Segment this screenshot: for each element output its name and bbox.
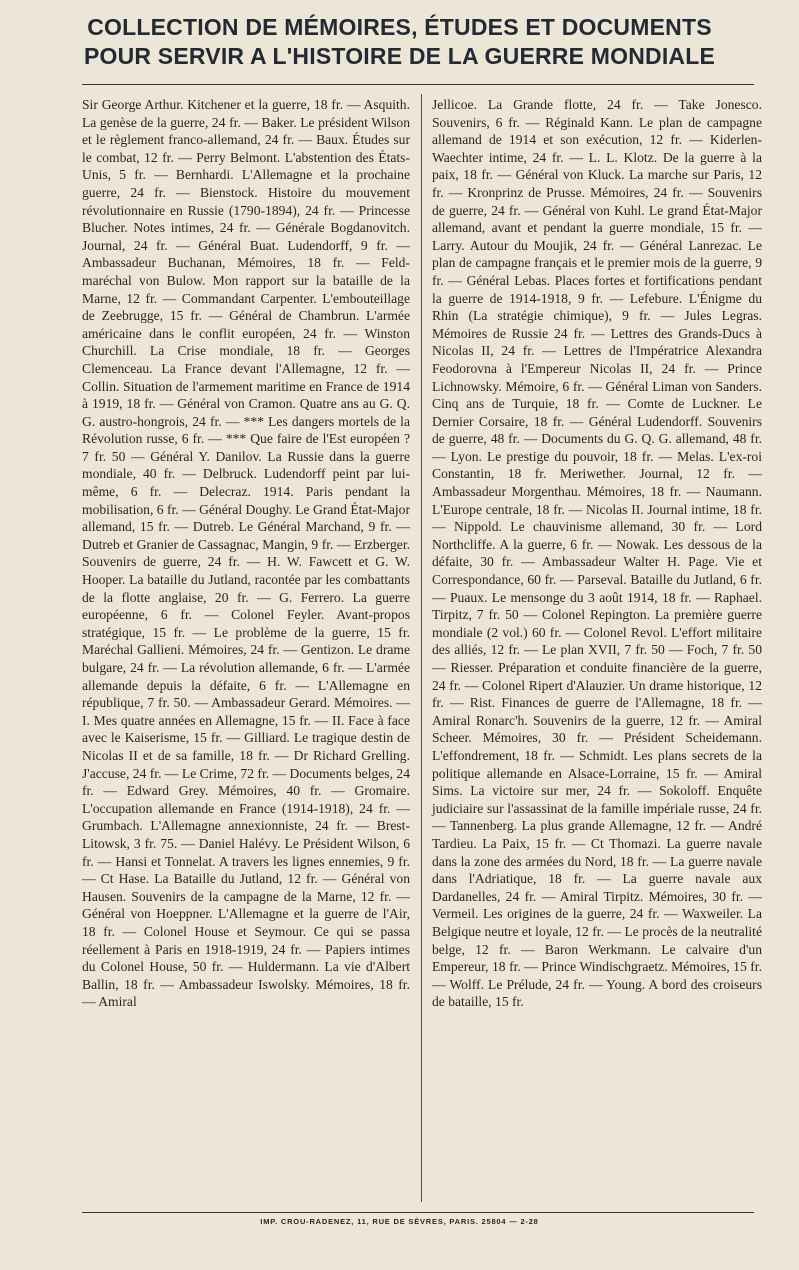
catalog-text-left: Sir George Arthur. Kitchener et la guerre, 18 fr. — Asquith. La genèse de la guerre, 24 fr. — Baker. Le président Wilson et le règlement franco-allemand, 24 fr. — Baux. Études sur le combat, 12 fr. — Perry Belmont. L'abstention des États-Unis, 5 fr. — Bernhardi. L'Allemagne et la prochaine guerre, 24 fr. — Bienstock. Histoire du mouvement révolutionnaire en Russie (1790-1894), 24 fr. — Princesse Blucher. Notes intimes, 24 fr. — Générale Bogdanovitch. Journal, 24 fr. — Général Buat. Ludendorff, 9 fr. — Ambassadeur Buchanan, Mémoires, 18 fr. — Feld-maréchal von Bulow. Mon rapport sur la bataille de la Marne, 12 fr. — Commandant Carpenter. L'embouteillage de Zeebrugge, 15 fr. — Général de Chambrun. L'armée américaine dans le conflit européen, 24 fr. — Winston Churchill. La Crise mondiale, 18 fr. — Georges Clemenceau. La France devant l'Allemagne, 12 fr. — Collin. Situation de l'armement maritime en France de 1914 à 1919, 18 fr. — Général von Cramon. Quatre ans au G. Q. G. austro-hongrois, 24 fr. — *** Les dangers mortels de la Révolution russe, 6 fr. — *** Que faire de l'Est européen ? 7 fr. 50 — Général Y. Danilov. La Russie dans la guerre mondiale, 40 fr. — Delbruck. Ludendorff peint par lui-même, 6 fr. — Delecraz. 1914. Paris pendant la mobilisation, 6 fr. — Général Doughy. Le Grand État-Major allemand, 15 fr. — Dutreb. Le Général Marchand, 9 fr. — Dutreb et Granier de Cassagnac, Mangin, 9 fr. — Erzberger. Souvenirs de guerre, 24 fr. — H. W. Fawcett et G. W. Hooper. La bataille du Jutland, racontée par les combattants de la flotte anglaise, 20 fr. — G. Ferrero. La guerre européenne, 6 fr. — Colonel Feyler. Avant-propos stratégique, 15 fr. — Le problème de la guerre, 15 fr. Maréchal Gallieni. Mémoires, 24 fr. — Gentizon. Le drame bulgare, 24 fr. — La révolution allemande, 6 fr. — L'armée allemande depuis la défaite, 6 fr. — L'Allemagne en république, 7 fr. 50. — Ambassadeur Gerard. Mémoires. — I. Mes quatre années en Allemagne, 15 fr. — II. Face à face avec le Kaiserisme, 15 fr. — Gilliard. Le tragique destin de Nicolas II et de sa famille, 18 fr. — Dr Richard Grelling. J'accuse, 24 fr. — Le Crime, 72 fr. — Documents belges, 24 fr. — Edward Grey. Mémoires, 40 fr. — Gromaire. L'occupation allemande en France (1914-1918), 24 fr. — Grumbach. L'Allemagne annexionniste, 24 fr. — Brest-Litowsk, 3 fr. 75. — Daniel Halévy. Le Président Wilson, 6 fr. — Hansi et Tonnelat. A travers les lignes ennemies, 9 fr. — Ct Hase. La Bataille du Jutland, 12 fr. — Général von Hausen. Souvenirs de la campagne de la Marne, 12 fr. — Général von Hoeppner. L'Allemagne et la guerre de l'Air, 18 fr. — Colonel House et Seymour. Ce qui se passa réellement à Paris en 1918-1919, 24 fr. — Papiers intimes du Colonel House, 50 fr. — Huldermann. La vie d'Albert Ballin, 18 fr. — Ambassadeur Iswolsky. Mémoires, 18 fr. — Amiral: [82, 97, 410, 1010]
collection-title-line-2: POUR SERVIR A L'HISTOIRE DE LA GUERRE MONDIALE: [83, 43, 716, 69]
footer-divider: [82, 1212, 754, 1213]
printer-imprint: IMP. CROU-RADENEZ, 11, RUE DE SÈVRES, PARIS. 25804 — 2-28: [260, 1217, 539, 1226]
column-divider: [421, 94, 422, 1202]
catalog-column-left: [82, 96, 410, 1011]
header-divider: [82, 84, 754, 85]
catalog-text-right: Jellicoe. La Grande flotte, 24 fr. — Take Jonesco. Souvenirs, 6 fr. — Réginald Kann. Le plan de campagne allemand de 1914 et son exécution, 12 fr. — Kiderlen-Waechter intime, 24 fr. — L. L. Klotz. De la guerre à la paix, 18 fr. — Général von Kluck. La marche sur Paris, 12 fr. — Kronprinz de Prusse. Mémoires, 24 fr. — Souvenirs de guerre, 24 fr. — Général von Kuhl. Le grand État-Major allemand, avant et pendant la guerre mondiale, 15 fr. — Larry. Autour du Moujik, 24 fr. — Général Lanrezac. Le plan de campagne français et le premier mois de la guerre, 9 fr. — Général Lebas. Places fortes et fortifications pendant la guerre de 1914-1918, 9 fr. — Lefebure. L'Énigme du Rhin (La stratégie chimique), 9 fr. — Jules Legras. Mémoires de Russie 24 fr. — Lettres des Grands-Ducs à Nicolas II, 24 fr. — Lettres de l'Impératrice Alexandra Feodorovna à l'Empereur Nicolas II, 24 fr. — Prince Lichnowsky. Mémoire, 6 fr. — Général Liman von Sanders. Cinq ans de Turquie, 18 fr. — Comte de Luckner. Le Dernier Corsaire, 18 fr. — Général Ludendorff. Souvenirs de guerre, 48 fr. — Documents du G. Q. G. allemand, 48 fr. — Lyon. Le prestige du pouvoir, 18 fr. — Melas. L'ex-roi Constantin, 18 fr. Meriwether. Journal, 12 fr. — Ambassadeur Morgenthau. Mémoires, 18 fr. — Naumann. L'Europe centrale, 18 fr. — Nicolas II. Journal intime, 18 fr. — Nippold. Le chauvinisme allemand, 30 fr. — Lord Northcliffe. A la guerre, 6 fr. — Nowak. Les dessous de la défaite, 30 fr. — Ambassadeur Walter H. Page. Vie et Correspondance, 60 fr. — Parseval. Bataille du Jutland, 6 fr. — Puaux. Le mensonge du 3 août 1914, 18 fr. — Raphael. Tirpitz, 7 fr. 50 — Colonel Repington. La première guerre mondiale (2 vol.) 60 fr. — Colonel Revol. L'effort militaire des alliés, 12 fr. — Le plan XVII, 7 fr. 50 — Foch, 7 fr. 50 — Riesser. Préparation et conduite financière de la guerre, 24 fr. — Colonel Ripert d'Alauzier. Un drame historique, 12 fr. — Rist. Finances de guerre de l'Allemagne, 18 fr. — Amiral Ronarc'h. Souvenirs de la guerre, 12 fr. — Amiral Scheer. Mémoires, 30 fr. — Président Scheidemann. L'effondrement, 18 fr. — Schmidt. Les plans secrets de la politique allemande en Alsace-Lorraine, 15 fr. — Amiral Sims. La victoire sur mer, 24 fr. — Sokoloff. Enquête judiciaire sur l'assassinat de la famille impériale russe, 24 fr. — Tannenberg. La plus grande Allemagne, 12 fr. — André Tardieu. La Paix, 15 fr. — Ct Thomazi. La guerre navale dans la zone des armées du Nord, 18 fr. — La guerre navale dans l'Adriatique, 18 fr. — La guerre navale aux Dardanelles, 24 fr. — Amiral Tirpitz. Mémoires, 30 fr. — Vermeil. Les origines de la guerre, 24 fr. — Waxweiler. La Belgique neutre et loyale, 12 fr. — Le procès de la neutralité belge, 12 fr. — Baron Werkmann. Le calvaire d'un Empereur, 18 fr. — Prince Windischgraetz. Mémoires, 15 fr. — Wolff. Le Prélude, 24 fr. — Young. A bord des croiseurs de bataille, 15 fr.: [432, 97, 762, 1010]
collection-title-line-1: COLLECTION DE MÉMOIRES, ÉTUDES ET DOCUMENTS: [87, 14, 712, 40]
catalog-column-right: [432, 96, 762, 1011]
